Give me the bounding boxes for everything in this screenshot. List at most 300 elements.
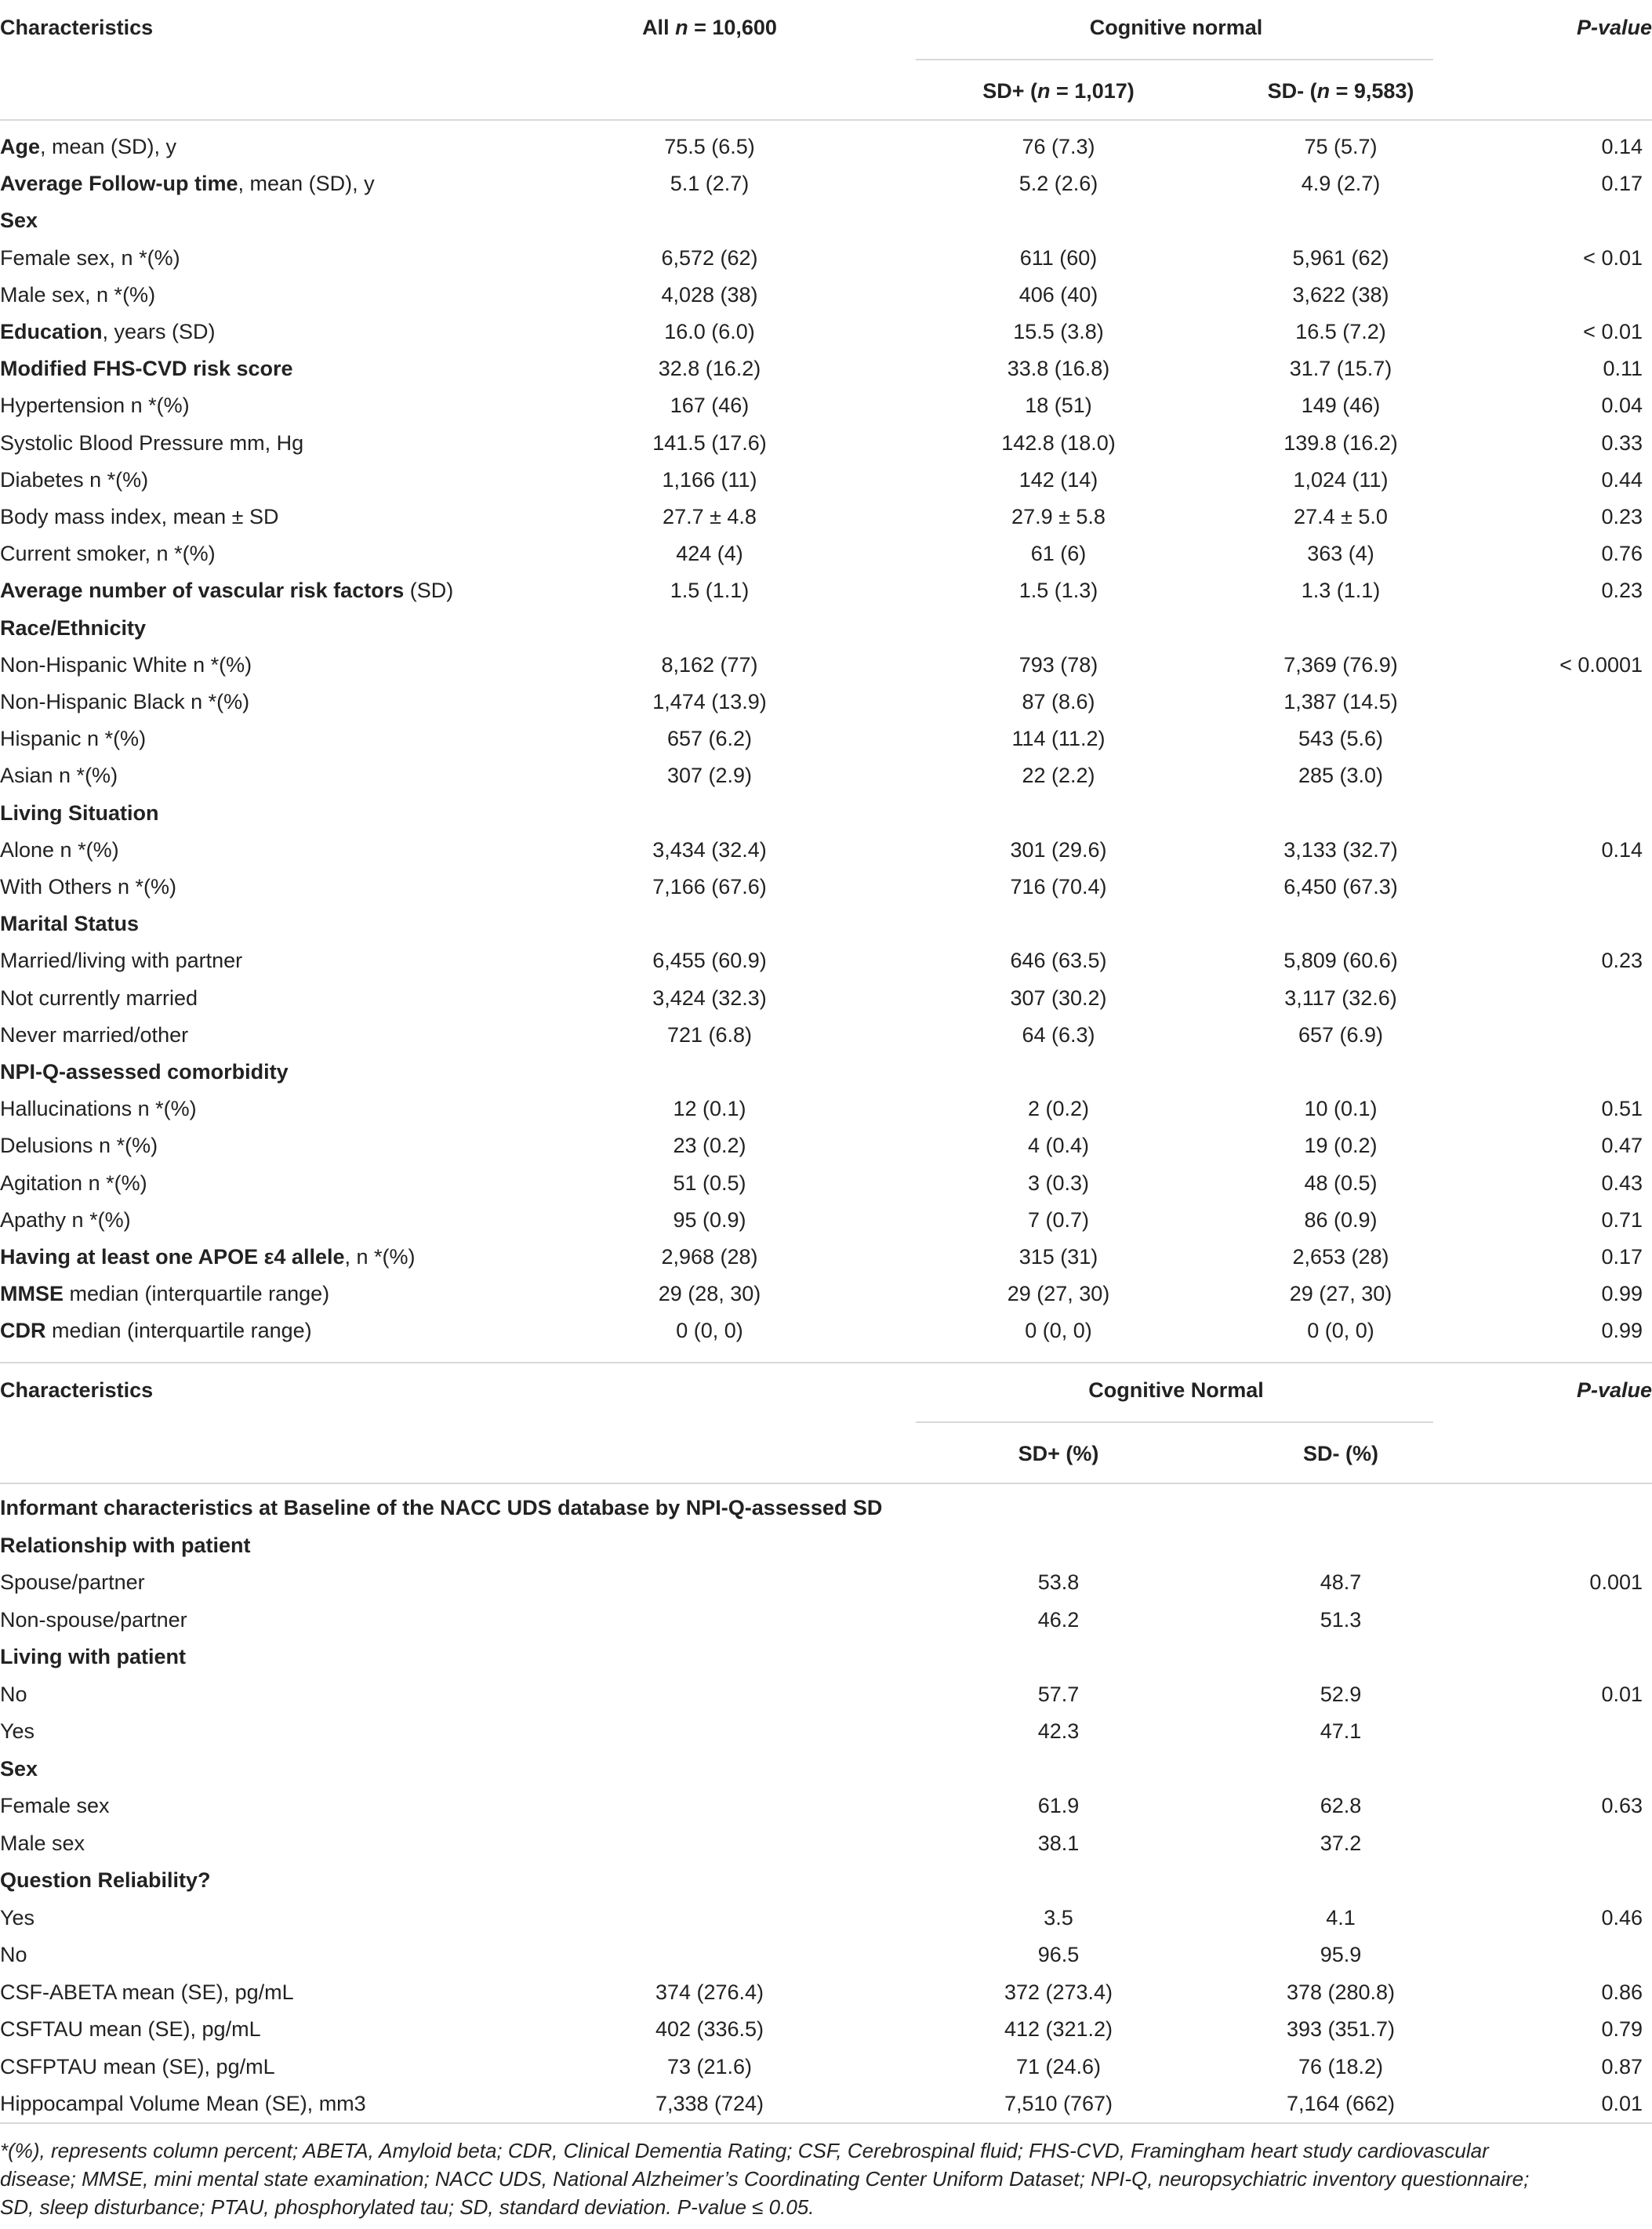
cell-sdplus: 46.2 [1037, 1607, 1080, 1632]
cell-pvalue [1466, 795, 1643, 832]
row-label-text: Diabetes n *(%) [0, 467, 149, 492]
cell-sdminus [1200, 906, 1482, 942]
row-label [0, 1713, 34, 1750]
cell-all: 51 (0.5) [673, 1171, 746, 1195]
row-label-text: Apathy n *(%) [0, 1207, 131, 1232]
cell-pvalue: < 0.01 [1583, 245, 1643, 270]
cell-sdplus [917, 1054, 1200, 1091]
table-row [0, 1639, 1652, 1675]
table-row [0, 1017, 1652, 1054]
row-label-text: Current smoker, n *(%) [0, 542, 216, 566]
row-label-text: No [0, 1943, 27, 1966]
cell-all: 23 (0.2) [673, 1134, 746, 1158]
row-label [0, 610, 146, 647]
cell-pvalue: 0.23 [1601, 579, 1643, 603]
t1-header-all [502, 9, 917, 46]
cell-sdminus: 6,450 (67.3) [1283, 875, 1398, 898]
cell-pvalue: 0.17 [1601, 172, 1643, 196]
t1-header-all-n: n [675, 16, 688, 39]
cell-sdplus: 114 (11.2) [1011, 727, 1106, 751]
cell-sdminus: 363 (4) [1307, 542, 1374, 566]
cell-pvalue: 0.46 [1601, 1905, 1643, 1930]
cell-sdminus: 51.3 [1320, 1607, 1362, 1632]
cell-sdminus: 31.7 (15.7) [1289, 357, 1392, 381]
t1-sdminus-prefix: SD- ( [1267, 79, 1317, 103]
cell-sdminus [1200, 795, 1482, 832]
cell-all [502, 795, 917, 832]
cell-sdminus: 76 (18.2) [1298, 2054, 1384, 2078]
row-label [0, 1564, 145, 1601]
table-row [0, 1713, 1652, 1750]
cell-sdminus: 1,387 (14.5) [1283, 690, 1398, 713]
row-label [0, 1017, 188, 1054]
row-label [0, 314, 216, 350]
table-row [0, 202, 1652, 239]
row-label [0, 350, 293, 387]
table-row [0, 277, 1652, 314]
t2-header-pvalue: P-value [1576, 1378, 1652, 1402]
t1-header-sdplus [917, 73, 1200, 110]
cell-pvalue [1466, 277, 1643, 314]
cell-all: 27.7 ± 4.8 [663, 505, 757, 528]
table-row [0, 795, 1652, 832]
t1-sdplus-suffix: = 1,017) [1050, 79, 1135, 103]
cell-all [502, 906, 917, 942]
row-label-text: , mean (SD), y [238, 172, 375, 196]
cell-sdplus: 142.8 (18.0) [1001, 430, 1116, 455]
cell-pvalue: 0.43 [1601, 1171, 1643, 1195]
cell-sdminus: 19 (0.2) [1304, 1134, 1378, 1158]
cell-sdminus: 0 (0, 0) [1307, 1319, 1374, 1343]
cell-all [502, 202, 917, 239]
cell-sdminus: 139.8 (16.2) [1283, 430, 1398, 455]
cell-sdminus: 149 (46) [1301, 394, 1381, 418]
cell-pvalue: 0.47 [1601, 1134, 1643, 1158]
table-bottom-rule [0, 2122, 1652, 2124]
table-row [0, 165, 1652, 202]
table-row [0, 350, 1652, 387]
cell-sdminus [1200, 1527, 1482, 1564]
row-label [0, 1602, 187, 1639]
row-label-text: CSFTAU mean (SE), pg/mL [0, 2017, 261, 2041]
table-row [0, 1602, 1652, 1639]
cell-pvalue: 0.86 [1601, 1980, 1643, 2004]
row-label [0, 1165, 147, 1202]
row-label-bold: Informant characteristics at Baseline of the NACC UDS database by NPI-Q-assessed SD [0, 1496, 883, 1519]
t2-group-underline [916, 1421, 1433, 1423]
table-row [0, 610, 1652, 647]
row-label-text: Non-Hispanic White n *(%) [0, 652, 252, 677]
row-label-text: , years (SD) [102, 320, 216, 343]
cell-all [502, 1054, 917, 1091]
row-label-text: Yes [0, 1719, 35, 1743]
row-label [0, 202, 38, 239]
cell-sdminus: 3,117 (32.6) [1284, 986, 1397, 1010]
row-label [0, 240, 180, 277]
cell-sdminus [1200, 1862, 1482, 1899]
cell-sdplus: 142 (14) [1018, 467, 1098, 492]
row-label-text: CSF-ABETA mean (SE), pg/mL [0, 1980, 294, 2004]
cell-pvalue: 0.14 [1601, 135, 1643, 158]
cell-sdplus: 0 (0, 0) [1025, 1319, 1092, 1343]
row-label-text: Male sex [0, 1831, 85, 1855]
cell-all: 167 (46) [670, 394, 750, 418]
table-row [0, 1091, 1652, 1127]
table-row [0, 499, 1652, 535]
cell-pvalue [1466, 1527, 1643, 1564]
cell-all: 1,166 (11) [662, 467, 757, 492]
cell-pvalue: 0.33 [1601, 430, 1643, 455]
row-label [0, 1239, 416, 1276]
cell-all: 0 (0, 0) [676, 1319, 743, 1343]
cell-all: 12 (0.1) [673, 1097, 746, 1121]
cell-sdminus: 5,961 (62) [1292, 245, 1389, 270]
row-label [0, 1900, 34, 1937]
t1-sdminus-n: n [1316, 79, 1331, 103]
cell-all: 5.1 (2.7) [670, 172, 750, 196]
cell-pvalue [1466, 610, 1643, 647]
cell-all: 2,968 (28) [661, 1245, 758, 1269]
table-row [0, 1165, 1652, 1202]
cell-sdplus: 646 (63.5) [1010, 949, 1107, 973]
cell-sdplus: 18 (51) [1025, 394, 1092, 418]
table-row [0, 387, 1652, 424]
cell-all: 721 (6.8) [666, 1022, 753, 1047]
row-label [0, 1937, 27, 1973]
cell-sdminus: 29 (27, 30) [1289, 1282, 1392, 1306]
table-row [0, 1312, 1652, 1349]
cell-pvalue: < 0.01 [1583, 320, 1643, 343]
cell-all: 75.5 (6.5) [664, 135, 755, 158]
row-label [0, 832, 119, 869]
cell-pvalue: 0.79 [1601, 2017, 1643, 2041]
table-row [0, 1564, 1652, 1601]
row-label-text: Alone n *(%) [0, 837, 119, 862]
cell-sdminus: 48.7 [1320, 1570, 1362, 1594]
row-label-text: Hallucinations n *(%) [0, 1097, 197, 1121]
table-row [0, 1788, 1652, 1824]
cell-pvalue [1466, 721, 1643, 757]
row-label-text: Married/living with partner [0, 949, 243, 973]
cell-pvalue: 0.99 [1601, 1282, 1643, 1306]
cell-all: 4,028 (38) [661, 282, 758, 307]
row-label-text: Asian n *(%) [0, 764, 118, 788]
cell-sdminus [1200, 1639, 1482, 1675]
table-row [0, 684, 1652, 721]
cell-sdplus [917, 795, 1200, 832]
cell-all [502, 1527, 917, 1564]
cell-sdminus: 3,622 (38) [1292, 282, 1389, 307]
cell-pvalue [1466, 1490, 1643, 1527]
cell-all [502, 1751, 917, 1788]
table-row [0, 1490, 1652, 1527]
cell-all: 657 (6.2) [666, 727, 753, 751]
row-label-bold: Question Reliability? [0, 1868, 211, 1892]
row-label-text: Female sex [0, 1794, 110, 1817]
cell-sdplus: 27.9 ± 5.8 [1011, 505, 1106, 528]
cell-pvalue [1466, 1862, 1643, 1899]
cell-sdplus: 793 (78) [1018, 652, 1098, 677]
cell-sdplus: 57.7 [1037, 1682, 1080, 1706]
footnote-line-3: SD, sleep disturbance; PTAU, phosphorylated tau; SD, standard deviation. P-value ≤ 0.05. [0, 2195, 815, 2219]
table-row [0, 1974, 1652, 2011]
cell-all: 6,572 (62) [661, 245, 758, 270]
row-label [0, 1527, 251, 1564]
cell-all [502, 1490, 917, 1527]
t1-header-group: Cognitive normal [1089, 16, 1263, 39]
row-label [0, 572, 453, 609]
row-label-bold: Modified FHS-CVD risk score [0, 357, 293, 381]
row-label-text: Never married/other [0, 1022, 189, 1047]
cell-sdplus: 38.1 [1037, 1831, 1080, 1855]
cell-all [502, 610, 917, 647]
table-row [0, 240, 1652, 277]
row-label-bold: Living with patient [0, 1645, 186, 1668]
cell-sdminus: 7,369 (76.9) [1283, 652, 1398, 677]
row-label [0, 647, 252, 684]
cell-sdminus: 5,809 (60.6) [1283, 949, 1398, 973]
row-label [0, 1127, 158, 1164]
cell-pvalue: 0.76 [1601, 542, 1643, 566]
cell-pvalue [1466, 1825, 1643, 1862]
table-row [0, 462, 1652, 499]
row-label-bold: Average number of vascular risk factors [0, 579, 405, 603]
row-label-text: Systolic Blood Pressure mm, Hg [0, 430, 304, 455]
row-label-text: CSFPTAU mean (SE), pg/mL [0, 2054, 275, 2078]
table-row [0, 1127, 1652, 1164]
footnote [0, 2136, 1647, 2221]
table-row [0, 129, 1652, 165]
table-row [0, 1751, 1652, 1788]
cell-all: 141.5 (17.6) [652, 430, 767, 455]
table-row [0, 2049, 1652, 2086]
row-label-bold: Average Follow-up time [0, 172, 238, 196]
row-label-bold: Age [0, 135, 41, 158]
row-label-bold: Having at least one APOE ε4 allele [0, 1245, 345, 1269]
cell-pvalue [1466, 1713, 1643, 1750]
table-row [0, 1900, 1652, 1937]
row-label-text: Male sex, n *(%) [0, 282, 156, 307]
row-label-bold: Race/Ethnicity [0, 615, 147, 640]
cell-sdplus: 412 (321.2) [1004, 2017, 1113, 2041]
cell-sdplus: 406 (40) [1018, 282, 1098, 307]
cell-sdplus: 61.9 [1037, 1794, 1080, 1817]
cell-sdplus: 3.5 [1044, 1905, 1073, 1930]
row-label [0, 980, 198, 1017]
row-label-text: Hypertension n *(%) [0, 394, 190, 418]
cell-pvalue [1466, 684, 1643, 721]
row-label-text: , n *(%) [344, 1245, 416, 1269]
table-divider [0, 1362, 1652, 1363]
table-row [0, 1239, 1652, 1276]
cell-sdminus: 37.2 [1320, 1831, 1362, 1855]
row-label [0, 1202, 131, 1239]
table-row [0, 647, 1652, 684]
cell-sdplus [917, 1751, 1200, 1788]
cell-all [502, 1788, 917, 1824]
cell-all: 8,162 (77) [661, 652, 758, 677]
table-row [0, 980, 1652, 1017]
table-row [0, 1527, 1652, 1564]
row-label [0, 462, 148, 499]
cell-sdminus: 47.1 [1320, 1719, 1362, 1743]
cell-sdminus [1200, 610, 1482, 647]
row-label [0, 721, 146, 757]
cell-pvalue: 0.001 [1589, 1570, 1643, 1594]
row-label-text: Agitation n *(%) [0, 1171, 147, 1195]
cell-sdminus: 543 (5.6) [1298, 727, 1384, 751]
table-row [0, 425, 1652, 462]
row-label [0, 1825, 85, 1862]
cell-sdplus [917, 1639, 1200, 1675]
row-label [0, 1974, 294, 2011]
t2-header-divider [0, 1483, 1652, 1484]
row-label [0, 942, 242, 979]
cell-all: 7,338 (724) [655, 2092, 764, 2115]
cell-all: 16.0 (6.0) [664, 320, 755, 343]
cell-sdplus: 372 (273.4) [1004, 1980, 1113, 2004]
cell-pvalue: 0.11 [1603, 357, 1643, 381]
row-label [0, 1676, 27, 1713]
cell-sdminus: 75 (5.7) [1304, 135, 1378, 158]
cell-all: 1.5 (1.1) [670, 579, 750, 603]
row-label-bold: Living Situation [0, 800, 159, 825]
row-label-bold: Sex [0, 1756, 38, 1781]
cell-pvalue [1466, 202, 1643, 239]
cell-sdminus: 393 (351.7) [1286, 2017, 1396, 2041]
row-label-text: Non-Hispanic Black n *(%) [0, 690, 250, 713]
t1-header-pvalue: P-value [1576, 16, 1652, 39]
t1-header-sdminus [1200, 73, 1482, 110]
row-label-bold: Sex [0, 209, 38, 233]
cell-all: 73 (21.6) [666, 2054, 753, 2078]
row-label [0, 757, 118, 794]
cell-sdplus: 7 (0.7) [1027, 1207, 1090, 1232]
row-label [0, 1862, 211, 1899]
row-label-text: , mean (SD), y [40, 135, 177, 158]
t1-header-all-prefix: All [642, 16, 676, 39]
t1-sdminus-suffix: = 9,583) [1330, 79, 1414, 103]
row-label [0, 2086, 366, 2122]
table-row [0, 572, 1652, 609]
cell-sdplus: 307 (30.2) [1010, 986, 1107, 1010]
cell-all: 3,434 (32.4) [652, 837, 767, 862]
cell-pvalue [1466, 980, 1643, 1017]
row-label-bold: NPI-Q-assessed comorbidity [0, 1060, 289, 1084]
cell-pvalue [1466, 1054, 1643, 1091]
cell-sdminus: 1,024 (11) [1293, 467, 1389, 492]
row-label-text: Not currently married [0, 986, 198, 1010]
row-label [0, 1639, 186, 1675]
row-label [0, 869, 176, 906]
cell-pvalue: 0.17 [1601, 1245, 1643, 1269]
cell-sdminus: 1.3 (1.1) [1301, 579, 1381, 603]
cell-pvalue: 0.23 [1601, 949, 1643, 973]
footnote-line-1: *(%), represents column percent; ABETA, Amyloid beta; CDR, Clinical Dementia Rating; CSF, Cerebrospinal fluid; FHS-CVD, Framingham heart study cardiovascular [0, 2139, 1489, 2162]
row-label [0, 2049, 275, 2086]
cell-all: 402 (336.5) [655, 2017, 764, 2041]
cell-sdplus [917, 906, 1200, 942]
cell-sdminus: 62.8 [1320, 1794, 1362, 1817]
cell-sdminus: 86 (0.9) [1304, 1207, 1378, 1232]
cell-pvalue: 0.63 [1601, 1794, 1643, 1817]
cell-sdminus: 48 (0.5) [1304, 1171, 1378, 1195]
cell-pvalue: < 0.0001 [1559, 652, 1643, 677]
cell-all: 95 (0.9) [673, 1207, 746, 1232]
table-row [0, 1054, 1652, 1091]
row-label-text: Body mass index, mean ± SD [0, 505, 279, 528]
row-label [0, 2011, 261, 2048]
cell-sdplus: 611 (60) [1019, 245, 1098, 270]
row-label [0, 1751, 38, 1788]
cell-sdminus: 52.9 [1320, 1682, 1362, 1706]
cell-sdplus: 96.5 [1037, 1943, 1080, 1966]
cell-sdminus [1200, 202, 1482, 239]
cell-sdplus: 15.5 (3.8) [1013, 320, 1104, 343]
cell-pvalue: 0.51 [1601, 1097, 1643, 1121]
row-label-bold: Education [0, 320, 103, 343]
table-row [0, 832, 1652, 869]
cell-sdminus: 3,133 (32.7) [1283, 837, 1398, 862]
table-row [0, 1202, 1652, 1239]
cell-all: 6,455 (60.9) [652, 949, 767, 973]
cell-sdplus: 315 (31) [1018, 1245, 1098, 1269]
row-label [0, 1788, 110, 1824]
t1-header-all-suffix: = 10,600 [688, 16, 777, 39]
cell-sdminus: 7,164 (662) [1286, 2092, 1396, 2115]
table-row [0, 1937, 1652, 1973]
row-label [0, 425, 303, 462]
cell-sdplus: 33.8 (16.8) [1007, 357, 1110, 381]
cell-all [502, 1564, 917, 1601]
cell-sdminus: 10 (0.1) [1304, 1097, 1378, 1121]
table-row [0, 869, 1652, 906]
row-label-text: median (interquartile range) [64, 1282, 330, 1306]
cell-pvalue: 0.14 [1601, 837, 1643, 862]
table-row [0, 906, 1652, 942]
cell-sdminus: 27.4 ± 5.0 [1294, 505, 1388, 528]
t2-header-sdminus: SD- (%) [1303, 1442, 1378, 1465]
table-row [0, 1676, 1652, 1713]
row-label-bold: MMSE [0, 1282, 64, 1306]
cell-sdminus: 285 (3.0) [1298, 764, 1384, 788]
cell-sdplus: 1.5 (1.3) [1018, 579, 1098, 603]
cell-all [502, 1825, 917, 1862]
cell-all [502, 1676, 917, 1713]
cell-pvalue [1466, 869, 1643, 906]
cell-sdplus: 42.3 [1037, 1719, 1080, 1743]
cell-pvalue [1466, 1937, 1643, 1973]
row-label [0, 499, 278, 535]
t1-sdplus-prefix: SD+ ( [982, 79, 1037, 103]
row-label-text: median (interquartile range) [45, 1319, 312, 1343]
cell-all [502, 1937, 917, 1973]
cell-sdplus: 716 (70.4) [1010, 875, 1107, 898]
row-label-text: Non-spouse/partner [0, 1607, 187, 1632]
cell-all: 32.8 (16.2) [658, 357, 761, 381]
table-row [0, 1862, 1652, 1899]
cell-sdminus: 2,653 (28) [1292, 1245, 1389, 1269]
cell-all [502, 1602, 917, 1639]
cell-sdminus [1200, 1751, 1482, 1788]
row-label [0, 387, 190, 424]
cell-sdplus: 3 (0.3) [1027, 1171, 1090, 1195]
table-row [0, 314, 1652, 350]
cell-pvalue [1466, 1602, 1643, 1639]
row-label [0, 535, 216, 572]
row-label [0, 906, 139, 942]
cell-sdplus [917, 1862, 1200, 1899]
